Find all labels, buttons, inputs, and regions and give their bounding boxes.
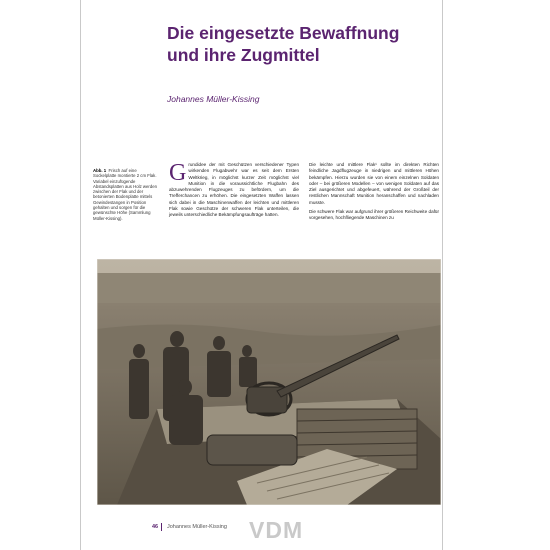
vdm-watermark: VDM xyxy=(249,517,304,543)
title-line-2: und ihre Zugmittel xyxy=(167,45,320,65)
article-author: Johannes Müller-Kissing xyxy=(167,94,260,104)
body-paragraph: Die leichte und mittlere Flak¹ sollte im direkten Richten feindliche Jagdflugzeuge in niedrigen und mittleren Höhen bekämpfen. Hierzu wurden sie von einem einzelnen Soldaten oder – bei größeren Modellen – von wenigen Soldaten auf das Ziel ausgerichtet und abgefeuert, während der Großteil der restlichen Mannschaft Munition heranschaffen und nachladen musste. xyxy=(309,162,439,205)
figure-caption xyxy=(93,168,157,221)
caption-label: Abb. 1 xyxy=(93,168,107,173)
body-column-1 xyxy=(169,162,299,219)
page-number: 46 xyxy=(152,524,159,530)
title-line-1: Die eingesetzte Bewaffnung xyxy=(167,23,400,43)
body-text-col1: rundidee der mit Geschützen verschiedener Typen wirkenden Flugabwehr war es seit dem Ersten Weltkrieg, in möglichst kurzer Zeit möglichst viel Munition in die voraussichtliche Flugbahn des abzuwehrenden Flugzeuges zu befördern, um die Trefferchancen zu erhöhen. Die eingesetzten Waffen lassen sich dabei in die Maschinenwaffen der leichten und mittleren Flak sowie Geschütze der schweren Flak unterteilen, die jeweils unterschiedliche Bekämpfungsaufträge hatten. xyxy=(169,162,299,218)
historic-photo xyxy=(97,259,441,505)
body-paragraph: Die schwere Flak war aufgrund ihrer größeren Reichweite dafür vorgesehen, hochfliegende Maschinen zu xyxy=(309,209,439,221)
footer-divider xyxy=(161,523,162,531)
article-title xyxy=(167,22,437,66)
body-column-2 xyxy=(309,162,439,225)
footer-author: Johannes Müller-Kissing xyxy=(167,524,227,530)
drop-cap: G xyxy=(169,160,187,186)
magazine-page xyxy=(80,0,443,550)
caption-text: Frisch auf eine Sockelplatte montierte 2 cm Flak. Variabel einzufügende Abstandsplatten aus Holz werden zwischen der Flak und der betonierten Bodenplatte mittels Gewindestangen in Position gehalten und sorgen für die gewünschte Höhe (Sammlung Müller-Kissing). xyxy=(93,168,158,221)
